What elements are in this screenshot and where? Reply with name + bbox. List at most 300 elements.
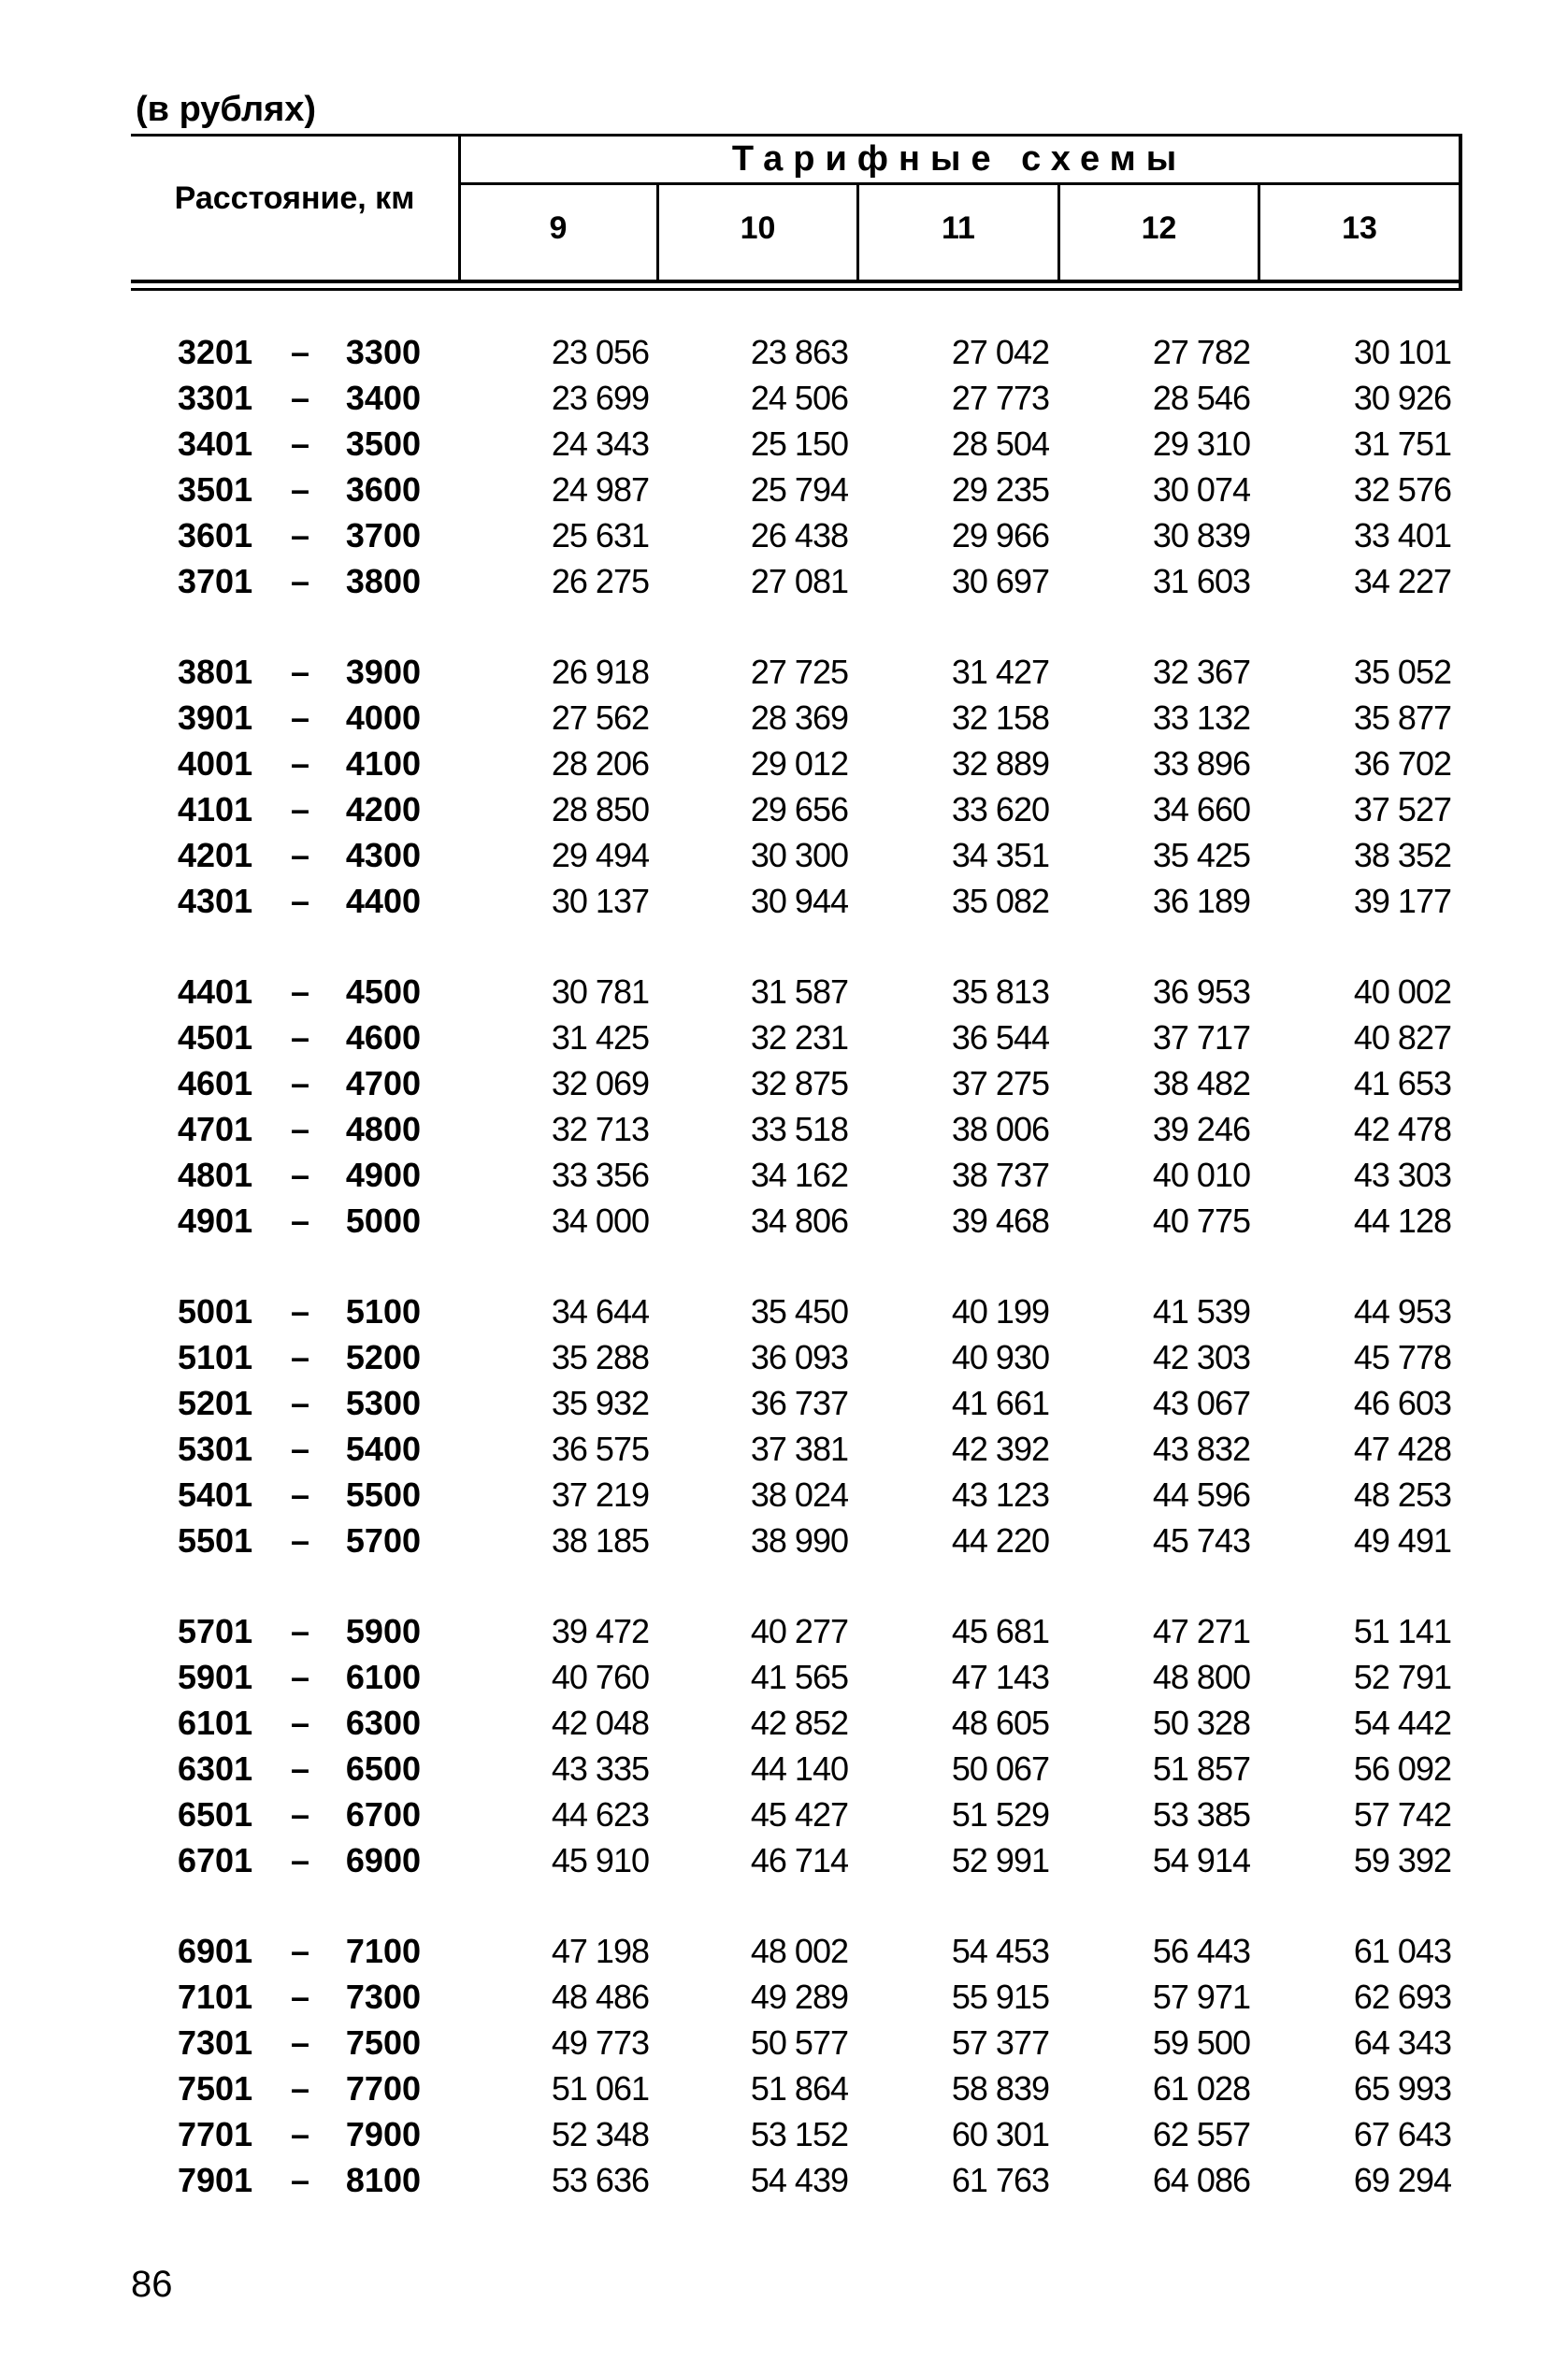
distance-to: 3400 xyxy=(345,379,421,417)
tariff-value: 52 991 xyxy=(951,1841,1049,1879)
tariff-value: 49 491 xyxy=(1353,1521,1451,1560)
table-row xyxy=(0,2020,1568,2066)
scheme-column-header: 13 xyxy=(1342,210,1377,246)
tariff-value: 46 603 xyxy=(1353,1384,1451,1422)
distance-to: 4300 xyxy=(345,836,421,874)
tariff-value: 32 713 xyxy=(551,1110,649,1148)
tariff-value: 30 781 xyxy=(551,972,649,1011)
tariff-value: 30 697 xyxy=(951,562,1049,600)
distance-from: 5701 xyxy=(178,1612,253,1650)
range-dash: – xyxy=(290,1795,310,1834)
tariff-value: 42 048 xyxy=(551,1704,649,1742)
tariff-value: 44 140 xyxy=(750,1749,848,1788)
tariff-value: 26 918 xyxy=(551,653,649,691)
distance-from: 7701 xyxy=(178,2115,253,2153)
distance-to: 3700 xyxy=(345,516,421,554)
tariff-table-body xyxy=(0,329,1568,2248)
tariff-value: 35 082 xyxy=(951,882,1049,920)
range-dash: – xyxy=(290,2069,310,2108)
tariff-value: 47 143 xyxy=(951,1658,1049,1696)
tariff-value: 53 636 xyxy=(551,2161,649,2199)
tariff-value: 53 385 xyxy=(1152,1795,1250,1834)
table-row xyxy=(0,832,1568,878)
tariff-value: 35 288 xyxy=(551,1338,649,1376)
tariff-value: 41 653 xyxy=(1353,1064,1451,1102)
distance-to: 3300 xyxy=(345,333,421,371)
range-dash: – xyxy=(290,882,310,920)
distance-from: 5201 xyxy=(178,1384,253,1422)
table-row xyxy=(0,1380,1568,1426)
range-dash: – xyxy=(290,653,310,691)
tariff-value: 24 343 xyxy=(551,425,649,463)
distance-to: 4200 xyxy=(345,790,421,828)
table-row xyxy=(0,467,1568,512)
row-group xyxy=(0,1608,1568,1883)
range-dash: – xyxy=(290,1430,310,1468)
tariff-value: 53 152 xyxy=(750,2115,848,2153)
tariff-value: 36 953 xyxy=(1152,972,1250,1011)
distance-to: 7500 xyxy=(345,2023,421,2062)
tariff-value: 28 369 xyxy=(750,698,848,737)
distance-from: 6701 xyxy=(178,1841,253,1879)
table-row xyxy=(0,512,1568,558)
tariff-schemes-title: Тарифные схемы xyxy=(731,139,1187,179)
tariff-value: 23 699 xyxy=(551,379,649,417)
tariff-value: 40 002 xyxy=(1353,972,1451,1011)
tariff-value: 45 681 xyxy=(951,1612,1049,1650)
distance-to: 4700 xyxy=(345,1064,421,1102)
tariff-value: 48 800 xyxy=(1152,1658,1250,1696)
range-dash: – xyxy=(290,1338,310,1376)
distance-to: 5000 xyxy=(345,1202,421,1240)
tariff-value: 50 328 xyxy=(1152,1704,1250,1742)
tariff-value: 33 518 xyxy=(750,1110,848,1148)
tariff-value: 54 453 xyxy=(951,1932,1049,1970)
tariff-value: 64 086 xyxy=(1152,2161,1250,2199)
tariff-value: 40 199 xyxy=(951,1292,1049,1331)
table-row xyxy=(0,695,1568,741)
tariff-value: 27 782 xyxy=(1152,333,1250,371)
table-row xyxy=(0,421,1568,467)
tariff-value: 37 275 xyxy=(951,1064,1049,1102)
tariff-value: 49 773 xyxy=(551,2023,649,2062)
tariff-value: 30 074 xyxy=(1152,470,1250,509)
range-dash: – xyxy=(290,1658,310,1696)
range-dash: – xyxy=(290,470,310,509)
tariff-value: 33 896 xyxy=(1152,744,1250,783)
table-row xyxy=(0,969,1568,1015)
distance-from: 3701 xyxy=(178,562,253,600)
tariff-value: 49 289 xyxy=(750,1978,848,2016)
tariff-value: 34 227 xyxy=(1353,562,1451,600)
tariff-value: 50 577 xyxy=(750,2023,848,2062)
tariff-value: 34 660 xyxy=(1152,790,1250,828)
table-row xyxy=(0,649,1568,695)
tariff-value: 29 235 xyxy=(951,470,1049,509)
distance-from: 5401 xyxy=(178,1475,253,1514)
tariff-value: 27 773 xyxy=(951,379,1049,417)
tariff-value: 57 742 xyxy=(1353,1795,1451,1834)
table-row xyxy=(0,558,1568,604)
tariff-value: 36 189 xyxy=(1152,882,1250,920)
row-group xyxy=(0,969,1568,1244)
tariff-value: 38 990 xyxy=(750,1521,848,1560)
distance-from: 4201 xyxy=(178,836,253,874)
tariff-value: 33 132 xyxy=(1152,698,1250,737)
tariff-value: 42 852 xyxy=(750,1704,848,1742)
range-dash: – xyxy=(290,1292,310,1331)
distance-from: 4601 xyxy=(178,1064,253,1102)
range-dash: – xyxy=(290,1749,310,1788)
tariff-value: 33 401 xyxy=(1353,516,1451,554)
row-group xyxy=(0,649,1568,924)
distance-from: 3401 xyxy=(178,425,253,463)
tariff-value: 45 778 xyxy=(1353,1338,1451,1376)
tariff-value: 40 010 xyxy=(1152,1156,1250,1194)
tariff-value: 58 839 xyxy=(951,2069,1049,2108)
distance-to: 5100 xyxy=(345,1292,421,1331)
tariff-value: 29 656 xyxy=(750,790,848,828)
tariff-value: 65 993 xyxy=(1353,2069,1451,2108)
tariff-value: 35 932 xyxy=(551,1384,649,1422)
table-row xyxy=(0,1837,1568,1883)
tariff-value: 26 438 xyxy=(750,516,848,554)
range-dash: – xyxy=(290,516,310,554)
table-row xyxy=(0,2111,1568,2157)
distance-from: 4701 xyxy=(178,1110,253,1148)
range-dash: – xyxy=(290,2115,310,2153)
tariff-value: 36 737 xyxy=(750,1384,848,1422)
table-row xyxy=(0,1928,1568,1974)
tariff-value: 48 253 xyxy=(1353,1475,1451,1514)
range-dash: – xyxy=(290,1156,310,1194)
scheme-column-header: 11 xyxy=(942,210,975,246)
distance-to: 7700 xyxy=(345,2069,421,2108)
range-dash: – xyxy=(290,1384,310,1422)
tariff-value: 34 644 xyxy=(551,1292,649,1331)
table-row xyxy=(0,1106,1568,1152)
distance-from: 4401 xyxy=(178,972,253,1011)
table-header xyxy=(131,134,1462,293)
tariff-value: 34 000 xyxy=(551,1202,649,1240)
range-dash: – xyxy=(290,836,310,874)
header-bottom-rule-1 xyxy=(131,280,1462,283)
row-group xyxy=(0,329,1568,604)
distance-from: 4101 xyxy=(178,790,253,828)
tariff-value: 30 944 xyxy=(750,882,848,920)
range-dash: – xyxy=(290,425,310,463)
tariff-value: 32 231 xyxy=(750,1018,848,1057)
distance-from: 3301 xyxy=(178,379,253,417)
distance-from: 3501 xyxy=(178,470,253,509)
tariff-value: 34 806 xyxy=(750,1202,848,1240)
table-row xyxy=(0,1746,1568,1792)
tariff-value: 38 006 xyxy=(951,1110,1049,1148)
table-row xyxy=(0,1060,1568,1106)
tariff-value: 24 987 xyxy=(551,470,649,509)
table-row xyxy=(0,786,1568,832)
tariff-value: 30 300 xyxy=(750,836,848,874)
tariff-value: 40 760 xyxy=(551,1658,649,1696)
distance-to: 4800 xyxy=(345,1110,421,1148)
range-dash: – xyxy=(290,790,310,828)
distance-to: 7900 xyxy=(345,2115,421,2153)
distance-to: 6500 xyxy=(345,1749,421,1788)
distance-from: 3901 xyxy=(178,698,253,737)
distance-to: 7300 xyxy=(345,1978,421,2016)
tariff-value: 25 631 xyxy=(551,516,649,554)
range-dash: – xyxy=(290,1064,310,1102)
table-row xyxy=(0,1472,1568,1518)
tariff-value: 38 352 xyxy=(1353,836,1451,874)
tariff-value: 43 303 xyxy=(1353,1156,1451,1194)
tariff-value: 31 425 xyxy=(551,1018,649,1057)
tariff-value: 47 198 xyxy=(551,1932,649,1970)
tariff-value: 48 002 xyxy=(750,1932,848,1970)
distance-to: 6100 xyxy=(345,1658,421,1696)
table-row xyxy=(0,1518,1568,1563)
tariff-value: 51 061 xyxy=(551,2069,649,2108)
tariff-value: 62 557 xyxy=(1152,2115,1250,2153)
tariff-value: 57 377 xyxy=(951,2023,1049,2062)
distance-from: 4501 xyxy=(178,1018,253,1057)
range-dash: – xyxy=(290,698,310,737)
tariff-value: 41 539 xyxy=(1152,1292,1250,1331)
tariff-value: 44 596 xyxy=(1152,1475,1250,1514)
tariff-value: 59 392 xyxy=(1353,1841,1451,1879)
tariff-value: 47 428 xyxy=(1353,1430,1451,1468)
range-dash: – xyxy=(290,1932,310,1970)
distance-from: 5301 xyxy=(178,1430,253,1468)
tariff-value: 59 500 xyxy=(1152,2023,1250,2062)
tariff-value: 32 889 xyxy=(951,744,1049,783)
range-dash: – xyxy=(290,562,310,600)
tariff-value: 51 141 xyxy=(1353,1612,1451,1650)
tariff-value: 47 271 xyxy=(1152,1612,1250,1650)
tariff-value: 35 813 xyxy=(951,972,1049,1011)
distance-from: 6101 xyxy=(178,1704,253,1742)
tariff-value: 38 482 xyxy=(1152,1064,1250,1102)
unit-label: (в рублях) xyxy=(136,90,317,129)
tariff-value: 36 702 xyxy=(1353,744,1451,783)
distance-to: 3800 xyxy=(345,562,421,600)
tariff-value: 40 827 xyxy=(1353,1018,1451,1057)
tariff-value: 28 546 xyxy=(1152,379,1250,417)
distance-to: 6700 xyxy=(345,1795,421,1834)
distance-to: 3900 xyxy=(345,653,421,691)
tariff-value: 34 351 xyxy=(951,836,1049,874)
tariff-value: 39 468 xyxy=(951,1202,1049,1240)
tariff-value: 28 504 xyxy=(951,425,1049,463)
distance-from: 5101 xyxy=(178,1338,253,1376)
tariff-value: 43 067 xyxy=(1152,1384,1250,1422)
table-row xyxy=(0,1608,1568,1654)
table-row xyxy=(0,1015,1568,1060)
distance-to: 5700 xyxy=(345,1521,421,1560)
tariff-value: 41 565 xyxy=(750,1658,848,1696)
distance-from: 4301 xyxy=(178,882,253,920)
tariff-value: 54 914 xyxy=(1152,1841,1250,1879)
tariff-value: 35 425 xyxy=(1152,836,1250,874)
distance-from: 4801 xyxy=(178,1156,253,1194)
tariff-value: 41 661 xyxy=(951,1384,1049,1422)
tariff-value: 37 527 xyxy=(1353,790,1451,828)
table-row xyxy=(0,2066,1568,2111)
tariff-value: 33 356 xyxy=(551,1156,649,1194)
tariff-value: 28 850 xyxy=(551,790,649,828)
tariff-value: 35 450 xyxy=(750,1292,848,1331)
tariff-value: 38 024 xyxy=(750,1475,848,1514)
range-dash: – xyxy=(290,1612,310,1650)
tariff-value: 50 067 xyxy=(951,1749,1049,1788)
tariff-value: 23 863 xyxy=(750,333,848,371)
tariff-value: 31 587 xyxy=(750,972,848,1011)
tariff-value: 61 043 xyxy=(1353,1932,1451,1970)
scheme-column-header: 9 xyxy=(549,210,568,246)
tariff-value: 30 101 xyxy=(1353,333,1451,371)
table-row xyxy=(0,1426,1568,1472)
distance-to: 6300 xyxy=(345,1704,421,1742)
tariff-value: 52 791 xyxy=(1353,1658,1451,1696)
tariff-value: 54 442 xyxy=(1353,1704,1451,1742)
range-dash: – xyxy=(290,2161,310,2199)
tariff-value: 35 052 xyxy=(1353,653,1451,691)
table-row xyxy=(0,878,1568,924)
distance-to: 5300 xyxy=(345,1384,421,1422)
row-group xyxy=(0,1928,1568,2203)
range-dash: – xyxy=(290,379,310,417)
tariff-value: 38 737 xyxy=(951,1156,1049,1194)
tariff-value: 56 443 xyxy=(1152,1932,1250,1970)
tariff-value: 32 875 xyxy=(750,1064,848,1102)
distance-to: 4500 xyxy=(345,972,421,1011)
tariff-value: 32 367 xyxy=(1152,653,1250,691)
tariff-value: 31 427 xyxy=(951,653,1049,691)
tariff-value: 43 123 xyxy=(951,1475,1049,1514)
page-number: 86 xyxy=(131,2264,173,2305)
tariff-value: 26 275 xyxy=(551,562,649,600)
tariff-value: 30 926 xyxy=(1353,379,1451,417)
tariff-value: 51 529 xyxy=(951,1795,1049,1834)
tariff-value: 42 478 xyxy=(1353,1110,1451,1148)
distance-to: 3500 xyxy=(345,425,421,463)
tariff-value: 29 310 xyxy=(1152,425,1250,463)
range-dash: – xyxy=(290,744,310,783)
distance-column-header: Расстояние, км xyxy=(174,180,415,216)
tariff-value: 48 486 xyxy=(551,1978,649,2016)
range-dash: – xyxy=(290,1978,310,2016)
distance-to: 4600 xyxy=(345,1018,421,1057)
tariff-value: 39 246 xyxy=(1152,1110,1250,1148)
distance-from: 3801 xyxy=(178,653,253,691)
schemes-title-rule xyxy=(458,182,1462,185)
tariff-value: 61 028 xyxy=(1152,2069,1250,2108)
tariff-value: 38 185 xyxy=(551,1521,649,1560)
row-group xyxy=(0,1288,1568,1563)
tariff-value: 36 575 xyxy=(551,1430,649,1468)
distance-to: 5500 xyxy=(345,1475,421,1514)
tariff-value: 67 643 xyxy=(1353,2115,1451,2153)
tariff-value: 42 303 xyxy=(1152,1338,1250,1376)
distance-from: 5501 xyxy=(178,1521,253,1560)
tariff-value: 45 910 xyxy=(551,1841,649,1879)
tariff-value: 27 725 xyxy=(750,653,848,691)
range-dash: – xyxy=(290,1841,310,1879)
range-dash: – xyxy=(290,1110,310,1148)
distance-from: 4901 xyxy=(178,1202,253,1240)
table-row xyxy=(0,741,1568,786)
table-row xyxy=(0,1974,1568,2020)
distance-from: 5001 xyxy=(178,1292,253,1331)
tariff-value: 64 343 xyxy=(1353,2023,1451,2062)
tariff-value: 32 576 xyxy=(1353,470,1451,509)
tariff-value: 44 953 xyxy=(1353,1292,1451,1331)
tariff-value: 43 832 xyxy=(1152,1430,1250,1468)
tariff-value: 40 775 xyxy=(1152,1202,1250,1240)
tariff-value: 40 930 xyxy=(951,1338,1049,1376)
tariff-value: 37 717 xyxy=(1152,1018,1250,1057)
tariff-value: 51 857 xyxy=(1152,1749,1250,1788)
range-dash: – xyxy=(290,972,310,1011)
tariff-value: 32 069 xyxy=(551,1064,649,1102)
distance-to: 5900 xyxy=(345,1612,421,1650)
tariff-value: 25 794 xyxy=(750,470,848,509)
range-dash: – xyxy=(290,1704,310,1742)
table-row xyxy=(0,1288,1568,1334)
tariff-value: 28 206 xyxy=(551,744,649,783)
tariff-value: 61 763 xyxy=(951,2161,1049,2199)
range-dash: – xyxy=(290,1018,310,1057)
tariff-value: 29 012 xyxy=(750,744,848,783)
tariff-value: 39 177 xyxy=(1353,882,1451,920)
tariff-value: 29 494 xyxy=(551,836,649,874)
distance-from: 7301 xyxy=(178,2023,253,2062)
tariff-value: 34 162 xyxy=(750,1156,848,1194)
table-row xyxy=(0,1792,1568,1837)
tariff-value: 40 277 xyxy=(750,1612,848,1650)
tariff-value: 48 605 xyxy=(951,1704,1049,1742)
tariff-value: 25 150 xyxy=(750,425,848,463)
tariff-value: 46 714 xyxy=(750,1841,848,1879)
scheme-column-header: 10 xyxy=(740,210,776,246)
range-dash: – xyxy=(290,1521,310,1560)
distance-from: 4001 xyxy=(178,744,253,783)
distance-from: 3601 xyxy=(178,516,253,554)
header-bottom-rule-2 xyxy=(131,288,1462,291)
range-dash: – xyxy=(290,2023,310,2062)
tariff-value: 30 137 xyxy=(551,882,649,920)
tariff-value: 23 056 xyxy=(551,333,649,371)
tariff-value: 44 220 xyxy=(951,1521,1049,1560)
tariff-value: 43 335 xyxy=(551,1749,649,1788)
distance-from: 7901 xyxy=(178,2161,253,2199)
distance-to: 4000 xyxy=(345,698,421,737)
distance-from: 6301 xyxy=(178,1749,253,1788)
table-row xyxy=(0,1334,1568,1380)
tariff-value: 30 839 xyxy=(1152,516,1250,554)
table-row xyxy=(0,329,1568,375)
distance-to: 5400 xyxy=(345,1430,421,1468)
tariff-value: 24 506 xyxy=(750,379,848,417)
table-row xyxy=(0,1198,1568,1244)
tariff-value: 42 392 xyxy=(951,1430,1049,1468)
tariff-value: 31 603 xyxy=(1152,562,1250,600)
tariff-value: 51 864 xyxy=(750,2069,848,2108)
distance-to: 5200 xyxy=(345,1338,421,1376)
tariff-value: 69 294 xyxy=(1353,2161,1451,2199)
tariff-value: 37 381 xyxy=(750,1430,848,1468)
distance-to: 6900 xyxy=(345,1841,421,1879)
